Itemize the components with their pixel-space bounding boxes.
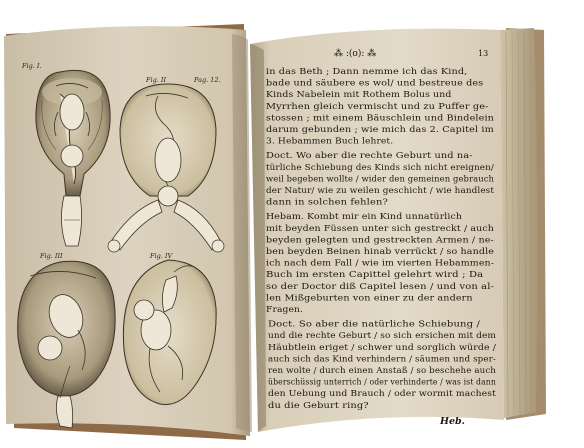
text-line: bade und säubere es wol/ und bestreue des bbox=[266, 77, 484, 88]
text-line: darum gebunden ; wie mich das 2. Capitel im bbox=[266, 124, 495, 134]
figure-2-label: Fig. II bbox=[146, 76, 167, 84]
text-line: stossen ; mit einem Bäuschlein und Bindelein bbox=[266, 112, 494, 123]
catchword: Heb. bbox=[440, 416, 465, 427]
text-line: Hebam. Kombt mir ein Kind unnatürlich bbox=[266, 211, 463, 222]
text-line: überschüssig unterrich / oder verhinderte / was ist dann bbox=[268, 376, 496, 387]
text-line: und die rechte Geburt / so sich ersichen mit dem bbox=[268, 330, 497, 341]
right-page-text-block bbox=[266, 66, 497, 410]
text-line: Kinds Nabelein mit Rothem Bolus und bbox=[266, 89, 452, 100]
text-line: weil begeben wollte / wider den gemeinen gebrauch bbox=[266, 173, 494, 184]
header-ornament: ⁂ :(o): ⁂ bbox=[334, 49, 377, 59]
text-line: du die Geburt ring? bbox=[268, 399, 369, 410]
text-line: Doct. Wo aber die rechte Geburt und na- bbox=[266, 150, 473, 161]
page-corner-mark: Pag. 12. bbox=[194, 76, 221, 84]
text-line: len Mißgeburten von einer zu der andern bbox=[266, 292, 473, 303]
text-line: Fragen. bbox=[266, 304, 304, 314]
text-line: ben beyden Beinen hinab verrückt / so handle bbox=[266, 246, 495, 256]
text-line: dann in solchen fehlen? bbox=[266, 196, 388, 207]
text-line: Häubtlein eriget / schwer und sorglich würde / bbox=[268, 341, 497, 352]
text-line: Myrrhen gleich vermischt und zu Puffer ge- bbox=[266, 100, 489, 111]
text-line: auch sich das Kind verhindern / säumen und sper- bbox=[268, 353, 497, 364]
text-line: mit beyden Füssen unter sich gestreckt / auch bbox=[266, 222, 494, 233]
text-line: ren wolte / durch einen Anstaß / so beschehe auch bbox=[268, 365, 496, 375]
page-number: 13 bbox=[478, 49, 489, 58]
figure-1-label: Fig. I. bbox=[22, 62, 42, 70]
text-line: 3. Hebammen Buch lehret. bbox=[266, 135, 394, 146]
text-line: Buch im ersten Capittel gelehrt wird ; Da bbox=[266, 269, 484, 280]
text-line: ich nach dem Fall / wie im vierten Hebammen- bbox=[266, 257, 495, 268]
figure-4-label: Fig. IV bbox=[150, 252, 173, 260]
figure-3-label: Fig. III bbox=[40, 252, 63, 260]
text-line: den Uebung und Brauch / oder wormit machest bbox=[268, 388, 497, 399]
text-line: so der Doctor diß Capitel lesen / und von al- bbox=[266, 280, 495, 291]
text-line: der Natur/ wie zu weilen geschicht / wie handlest bbox=[266, 185, 495, 195]
text-line: türliche Schiebung des Kinds sich nicht ereignen/ bbox=[266, 161, 495, 172]
text-line: beyden gelegten und gestreckten Armen / ne- bbox=[266, 234, 495, 245]
page-stack-edge bbox=[500, 28, 538, 418]
text-line: in das Beth ; Dann nemme ich das Kind, bbox=[266, 66, 468, 76]
text-line: Doct. So aber die natürliche Schiebung / bbox=[268, 318, 481, 329]
